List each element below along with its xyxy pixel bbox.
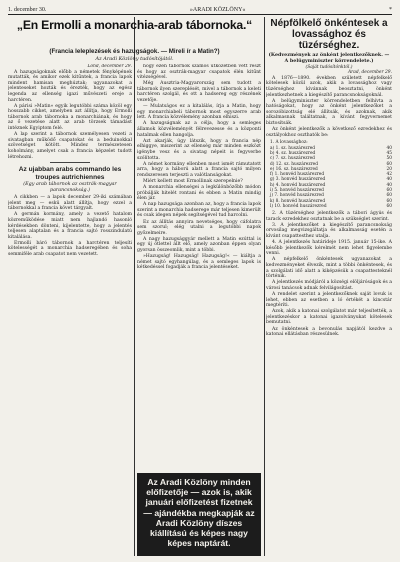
right-article-body <box>266 70 392 338</box>
dateline: Arad, december 29. <box>347 70 392 76</box>
paragraph: Ez az állítás annyira nevetséges, hogy cáfolatra sem szorul; elég utalni a legutóbbi napok győzelmeire. <box>137 219 261 236</box>
list-item: e) 16. sz. huszárezred 20 <box>270 166 392 172</box>
paragraph: A jelentkezés módjáról a községi elöljáróságok és a városi tanácsok adnak felvilágosítást. <box>266 280 392 291</box>
list-item: h) 4. honvéd huszárezred 40 <box>270 182 392 188</box>
column-rule <box>264 17 265 556</box>
paragraph: A népfelkelő önkéntesek ugyanazokat a kedvezményeket élvezik, mint a többi önkéntesek, és a szolgálati idő alatt a kiképzésük a csapattesteknél történik. <box>266 257 392 280</box>
paragraph: 3. A jelentkezőket a kiegészítő parancsnokság orvosilag megvizsgáltatja és alkalmasság esetén a kívánt csapattesthez utalja. <box>266 222 392 240</box>
unit-list <box>270 140 392 209</box>
column-1 <box>8 64 132 556</box>
paragraph: A német kormány ellenben most ismét rámutatott arra, hogy a háború alatt a francia sajtó milyen rendszeresen terjeszti a valótlanságokat. <box>137 161 261 178</box>
column-rule <box>134 17 135 556</box>
paragraph: 4. A jelentkezés határideje 1915. január 15-ike. A később jelentkezők kérelmét nem lehet figyelembe venni. <box>266 240 392 257</box>
paragraph: A nap hazugsága azonban az, hogy a francia lapok szerint a monarchia hadserege már teljesen kimerült és csak idegen népek segítségével tud harcolni. <box>137 202 261 219</box>
section-subhead: (Egy arab tábornok az osztrák-magyar parancsnokság.) <box>23 181 117 193</box>
paragraph: hogy ezen tábornok számos ütközetben vett részt és hogy az osztrák-magyar csapatok élén kitűnt vitézségével. <box>137 64 261 81</box>
article-byline: Az Aradi Közlöny tudósítójától. <box>95 56 174 62</box>
separator <box>50 162 90 163</box>
paragraph: A belügyminiszter körrendeletben felhívta a hatóságokat, hogy az önként jelentkezőket a sorozóbizottság elé állítsák, és azoknak, akik alkalmasnak találtatnak, a kívánt fegyvernemet biztosítsák. <box>266 98 392 127</box>
article-body-continued <box>137 64 261 271</box>
article-subhead: (Francia leleplezések és hazugságok. — Mireli ír a Matin?) <box>49 48 220 55</box>
paragraph: Az önként jelentkezők a következő ezredekhez és osztályokhoz oszthatók be: <box>266 127 392 138</box>
list-item: d) 12. sz. huszárezred 60 <box>270 161 392 167</box>
advertisement-box <box>137 473 261 556</box>
issue-date: 1. december 30. <box>8 6 47 13</box>
advertisement-text: Az Aradi Közlöny minden előfizetője — azok is, akik januári előfizetést fizetnek — ajándékba megkapják az Aradi Közlöny díszes kiállítású és képes nagy képes naptárát. <box>143 477 255 549</box>
section-headline: Az ujabban arabs commando les troupes autrichiennes <box>18 166 122 181</box>
paper-name: »ARADI KÖZLÖNY« <box>189 6 246 13</box>
newspaper-page <box>8 6 392 556</box>
dateline: Lond, december 29. <box>87 64 132 69</box>
list-item: c) 7. sz. huszárezred 50 <box>270 156 392 162</box>
list-item: b) 4. sz. huszárezred 45 <box>270 150 392 156</box>
paragraph: A cikkben — a lapok december 29-iki számában jelent meg — eskü alatt állítja, hogy ezzel a tábornokkal a francia követ tárgyalt. <box>8 195 132 212</box>
paragraph: »Hazugság! Hazugság! Hazugság!« — kiáltja a német sajtó egyhangúlag, és a semleges lapok is kétkedéssel fogadják a francia jelentéseket. <box>137 254 261 271</box>
column-3 <box>266 17 392 556</box>
column-2 <box>137 64 261 470</box>
paragraph: A monarchia ellenségei a legkülönbözőbb módon próbálják hitelét rontani és ebben a Matin mindig élen jár. <box>137 184 261 202</box>
paragraph: A rendelet szerint a jelentkezőknek saját lovuk is lehet, ebben az esetben a ló értékét a kincstár megtéríti. <box>266 291 392 309</box>
paragraph: Azt akarják, úgy látszik, hogy a francia nép elhiggye, miszerint az ellenség már minden eszközt igénybe vesz és a sivatag népeit is fegyverbe szólította. <box>137 138 261 161</box>
paragraph: A nagy hazugsággyár mellett a Matin ezúttal is egy új ötlettel állt elő, amely azonban éppen olyan gyorsan összeomlik, mint a többi. <box>137 236 261 253</box>
list-item: f) 1. honvéd huszárezred 42 <box>270 172 392 178</box>
paragraph: A hazugságnak az a célja, hogy a semleges államok közvéleményét félrevezesse és a központi hatalmak ellen hangolja. <box>137 121 261 138</box>
paragraph: Ermolli báró tábornok a harctéren teljesíti kötelességét a monarchia hadseregében és soha semmiféle arab csapatot nem vezetett. <box>8 240 132 258</box>
paragraph: A hazugságoknak előbb a németek fényképének mutatták, és amikor ezek kitűntek, a francia lapok mindent hamisan meghúztak; ugyanazokat a jelenteseket hozták és érezték, hogy az egész legenda az ellenség igazi művészeti ereje a harctéren. <box>8 69 132 103</box>
paragraph: A 1876—1890. években született népfelkelő kötelesek közül azok, akik a lovassághoz vagy tüzérséghez kívánnak beosztatni, önként jelentkezhetnek a kiegészítő parancsnokságoknál. <box>266 75 392 98</box>
paragraph: A lap szerint a tábornok személyesen vezeti a sivatagban működő csapatokat és a beduinokkal szövetséget kötött. Mindez természetesen koholmány, amelyet csak a francia képzelet tudott létrehozni. <box>8 132 132 160</box>
list-item: i) 5. honvéd huszárezred 60 <box>270 187 392 193</box>
running-head <box>8 6 392 15</box>
paragraph: Azok, akik a katonai szolgálatot már teljesítették, a jelentkezéskor a katonai igazolványukat kötelesek bemutatni. <box>266 309 392 326</box>
paragraph: Az önkéntesek a bevonulás napjától kezdve a katonai ellátásban részesülnek. <box>266 326 392 338</box>
paragraph: Miért kellett most Ermollinak szerepelnie? <box>143 178 243 184</box>
main-headline: „En Ermolli a monarchia-arab tábornoka.“ <box>16 18 253 32</box>
list-item: l) 10. honvéd huszárezred 60 <box>270 203 392 209</box>
paragraph: A germán kormány, amely a vezető hatalom közreműködése miatt nem hajlandó hasonló kérdésekben dönteni, kijelentette, hogy a jelentés teljesen alaptalan és a francia sajtó rosszindulatú kitalálása. <box>8 212 132 240</box>
paragraph: 2. A tüzérséghez jelentkezők a tábori ágyús és tarack ezredekhez osztatnak be a szükséglet szerint. <box>266 211 392 222</box>
list-item: k) 8. honvéd huszárezred 60 <box>270 198 392 204</box>
columns <box>8 17 392 556</box>
paragraph: A párisi »Matin« egyik legutóbbi száma közöl egy hosszabb cikket, amelyben azt állítja, hogy Ermolli tábornok arab tábornoka a monarchiának, és hogy az ő vezetése alatt az arab törzsek támadást intéznek Egyiptom felé. <box>8 103 132 132</box>
page-mark: * <box>388 6 392 13</box>
article-body <box>8 64 132 258</box>
paragraph: Még Ausztria-Magyarország sem tudott a tábornok ilyen szereplését, mivel a tábornok a keleti harctéren szolgál, és ott a hadsereg egy részének vezetője. <box>137 81 261 104</box>
list-item: j) 7. honvéd huszárezred 60 <box>270 193 392 199</box>
right-subhead: (Kedvezmények az önként jelentkezőknek. — A belügyminiszter körrendelete.) <box>268 52 390 64</box>
paragraph: — Mulatságos ez a kitalálás, írja a Matin, hogy egy monarchiabeli tábornok most egyszerre arab lett. A francia közvélemény azonban elhiszi. <box>137 104 261 121</box>
list-item: a) 1. sz. huszárezred 40 <box>270 145 392 151</box>
right-headline: Népfölkelő önkéntesek a lovassághoz és tüzérséghez. <box>270 18 388 51</box>
list-item: g) 3. honvéd huszárezred 40 <box>270 177 392 183</box>
list-intro: 1. A lovassághoz: <box>270 140 308 146</box>
right-byline: (Saját tudósítónktól.) <box>305 65 353 71</box>
